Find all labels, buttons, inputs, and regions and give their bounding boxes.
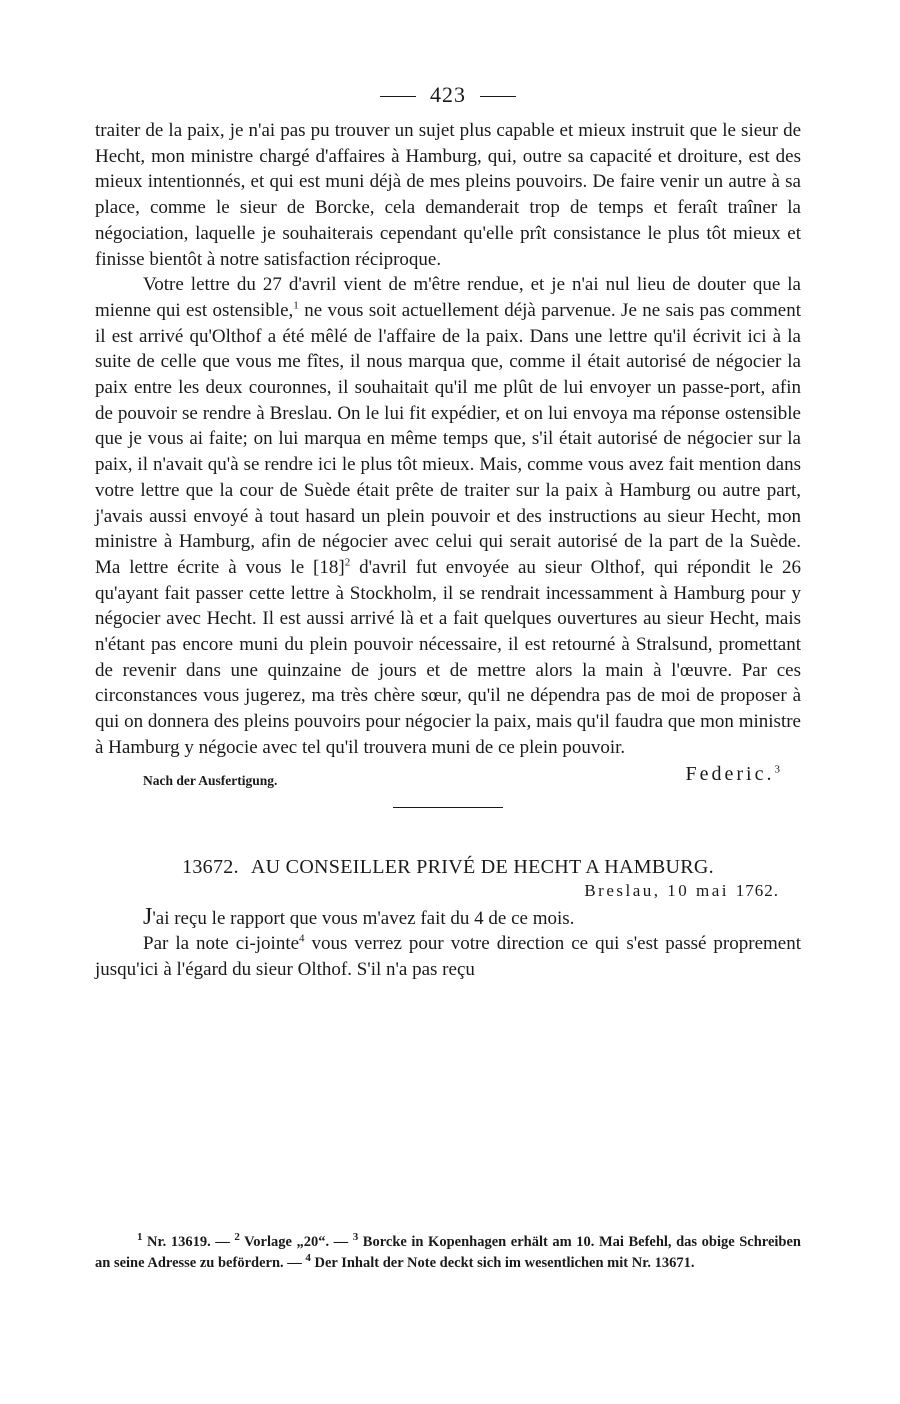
next-paragraph-1-text: 'ai reçu le rapport que vous m'avez fait du 4 de ce mois. — [152, 907, 575, 929]
footnote-mark-2: 2 — [234, 1231, 240, 1244]
letter-text-part-3: d'avril fut envoyée au sieur Olthof, qui répondit le 26 qu'ayant fait passer cette lettre à Stockholm, il se rendrait incessamment à Hamburg pour y négocier avec Hecht. Il est aussi arrivé là et a fait quelques ouvertures au sieur Hecht, mais n'étant pas encore muni du plein pouvoir nécessaire, il est retourné à Stralsund, promettant de revenir dans une quinzaine de jours et de mettre alors la main à l'œuvre. Par ces circonstances vous jugerez, ma très chère sœur, qu'il ne dépendra pas de moi de proposer à qui on donnera des pleins pouvoirs pour négocier la paix, mais qu'il faudra que mon ministre à Hamburg y négocie avec tel qu'il trouvera muni de ce plein pouvoir. — [95, 556, 801, 758]
source-note: Nach der Ausfertigung. — [143, 772, 278, 788]
next-paragraph-2-part-1: Par la note ci-jointe — [143, 933, 300, 955]
next-paragraph-2-part-2: vous verrez pour votre direction ce qui s'est passé proprement jusqu'ici à l'égard du sieur Olthof. S'il n'a pas reçu — [95, 933, 802, 980]
letter-text-part-1: Votre lettre du 27 d'avril vient de m'être rendue, et je n'ai nul lieu de douter que la mienne qui est ostensible, — [95, 274, 801, 321]
document-heading — [95, 856, 801, 879]
document-number: 13672. — [182, 855, 239, 878]
footnote-ref-3: 3 — [774, 762, 783, 775]
document-title: AU CONSEILLER PRIVÉ DE HECHT A HAMBURG. — [250, 855, 714, 878]
letter-paragraph — [95, 272, 801, 760]
footnote-mark-1: 1 — [137, 1231, 143, 1244]
dateline-place-date: Breslau, 10 mai — [584, 880, 729, 900]
footnote-ref-2: 2 — [344, 556, 351, 569]
page-body — [95, 82, 801, 983]
page-number-dash-left — [380, 96, 416, 97]
footnote-mark-3: 3 — [352, 1231, 359, 1244]
section-separator — [393, 807, 503, 808]
dateline — [95, 881, 779, 901]
page-number-dash-right — [480, 96, 516, 97]
dateline-year: 1762. — [735, 880, 779, 900]
footnote-mark-4: 4 — [305, 1252, 311, 1265]
footnotes — [95, 1232, 801, 1274]
footnote-ref-1: 1 — [293, 299, 299, 312]
initial-letter: J — [143, 903, 153, 930]
footnote-ref-4: 4 — [299, 932, 305, 945]
next-paragraph-2 — [95, 931, 801, 982]
page-number-line — [95, 82, 801, 108]
footnote-4: Der Inhalt der Note deckt sich im wesentlichen mit Nr. 13671. — [310, 1255, 695, 1271]
next-paragraph-1 — [95, 905, 801, 932]
page-number: 423 — [430, 82, 466, 107]
signature — [686, 763, 783, 786]
letter-text-part-2: ne vous soit actuellement déjà parvenue. Je ne sais pas comment il est arrivé qu'Olthof a été mêlé de l'affaire de la paix. Dans une lettre qu'il écrivit ici à la suite de celle que vous me fîtes, il nous marqua que, comme il était autorisé de négocier la paix entre les deux couronnes, il souhaitait qu'il me plût de lui envoyer un passe-port, afin de pouvoir se rendre à Breslau. On le lui fit expédier, et on lui envoya ma réponse ostensible que je vous ai faite; on lui marqua en même temps que, s'il était autorisé de négocier sur la paix, il n'avait qu'à se rendre ici le plus tôt mieux. Mais, comme vous avez fait mention dans votre lettre que la cour de Suède était prête de traiter sur la paix à Hamburg ou autre part, j'avais aussi envoyé à tout hasard un plein pouvoir et des instructions au sieur Hecht, mon ministre à Hamburg, afin de négocier avec celui qui serait autorisé de la part de la Suède. Ma lettre écrite à vous le [18] — [95, 299, 801, 578]
footnote-1: Nr. 13619. — — [142, 1234, 235, 1250]
footnote-2: Vorlage „20“. — — [239, 1234, 353, 1250]
footnote-3: Borcke in Kopenhagen erhält am 10. Mai Befehl, das obige Schreiben an seine Adresse zu befördern. — — [95, 1234, 801, 1271]
continuation-paragraph: traiter de la paix, je n'ai pas pu trouver un sujet plus capable et mieux instruit que le sieur de Hecht, mon ministre chargé d'affaires à Hamburg, qui, outre sa capacité et droiture, est des mieux intentionnés, et qui est muni déjà de mes pleins pouvoirs. De faire venir un autre à sa place, comme le sieur de Borcke, cela demanderait trop de temps et feraît traîner la négociation, laquelle je souhaiterais cependant qu'elle prît consistance le plus tôt mieux et finisse bientôt à notre satisfaction réciproque. — [95, 120, 801, 270]
signature-name: Federic. — [685, 762, 775, 785]
closing-row — [95, 763, 801, 793]
